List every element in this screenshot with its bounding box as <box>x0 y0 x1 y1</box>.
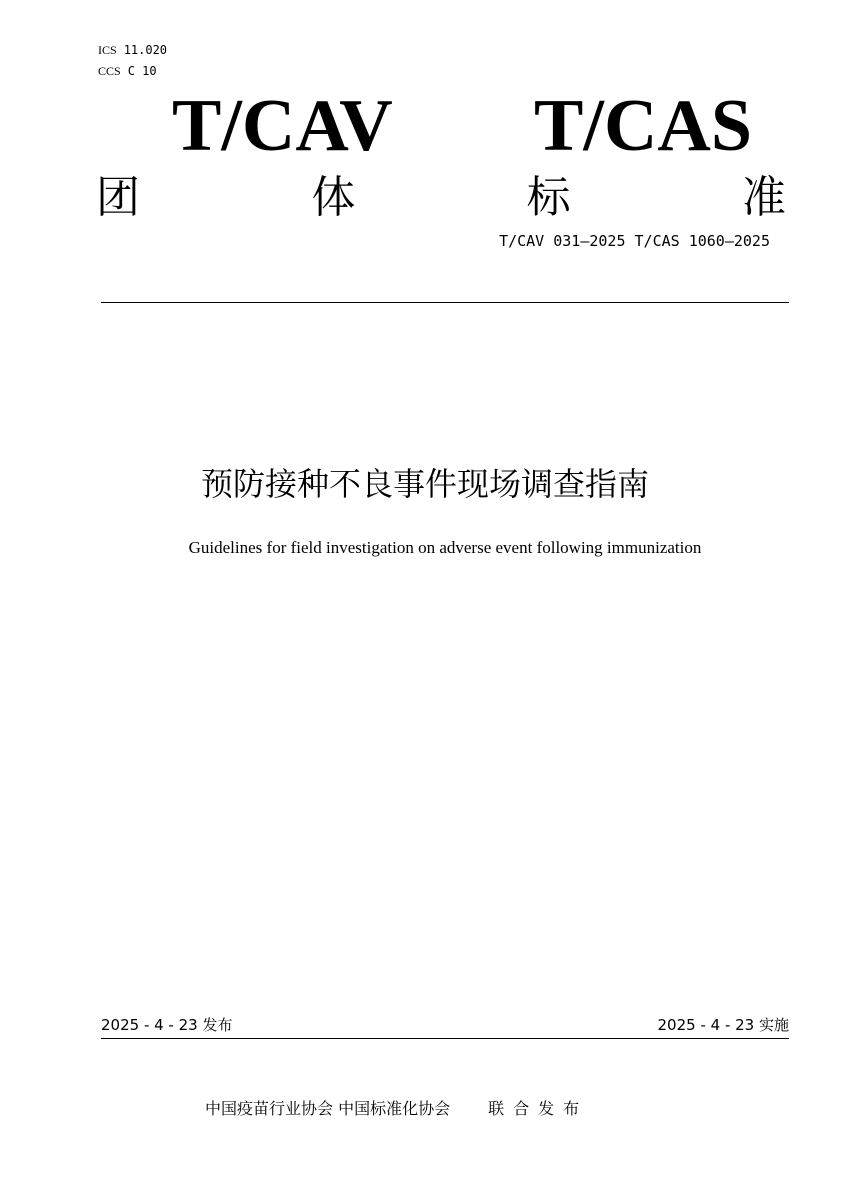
implementation-date: 2025 - 4 - 23 实施 <box>657 1016 789 1034</box>
footer-divider <box>101 1038 789 1039</box>
joint-release-label: 联合发布 <box>488 1099 589 1118</box>
ics-value: 11.020 <box>123 43 168 57</box>
ics-code <box>98 43 167 57</box>
publish-date: 2025 - 4 - 23 发布 <box>101 1016 233 1034</box>
publisher-org-1: 中国疫苗行业协会 <box>205 1099 334 1118</box>
standard-type-char: 准 <box>741 172 786 223</box>
ccs-value: C 10 <box>127 64 157 78</box>
ics-label: ICS <box>98 43 117 57</box>
standard-type-char: 体 <box>311 172 356 223</box>
code-cav: T/CAV <box>172 85 393 167</box>
standard-type-heading <box>96 168 786 228</box>
document-title-chinese: 预防接种不良事件现场调查指南 <box>200 465 649 503</box>
standard-number: T/CAV 031—2025 T/CAS 1060—2025 <box>499 232 770 250</box>
publisher-org-2: 中国标准化协会 <box>338 1099 451 1118</box>
ccs-code <box>98 64 157 78</box>
ccs-label: CCS <box>98 64 121 78</box>
publishers-line <box>205 1098 588 1120</box>
code-cas: T/CAS <box>534 85 752 167</box>
header-divider <box>101 302 789 303</box>
document-title-english: Guidelines for field investigation on adverse event following immunization <box>188 538 702 557</box>
standard-type-char: 标 <box>526 172 571 223</box>
standard-code-banner <box>172 86 752 166</box>
standard-type-char: 团 <box>96 172 140 223</box>
